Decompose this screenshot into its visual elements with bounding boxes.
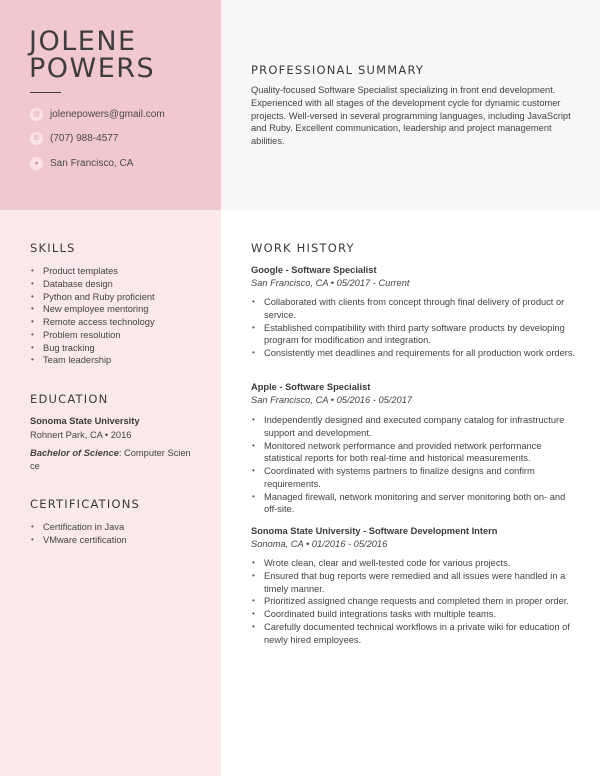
- job-title: Apple - Software Specialist: [251, 382, 371, 392]
- certification-item: • Certification in Java: [30, 521, 210, 534]
- skill-item: • Product templates: [30, 265, 210, 278]
- education-field: : Computer Science: [30, 448, 191, 471]
- certifications-heading: CERTIFICATIONS: [30, 497, 141, 511]
- skills-list: [30, 265, 210, 367]
- contact-location-text: San Francisco, CA: [50, 157, 134, 169]
- education-degree: [30, 447, 195, 473]
- skill-item: • Remote access technology: [30, 316, 210, 329]
- contact-email[interactable]: [30, 106, 165, 122]
- contact-location: [30, 155, 165, 171]
- skill-item: • Team leadership: [30, 354, 210, 367]
- skill-item: • Bug tracking: [30, 342, 210, 355]
- job-meta: Sonoma, CA • 01/2016 - 05/2016: [251, 539, 388, 549]
- name-last: POWERS: [29, 53, 156, 84]
- job-bullets: [251, 296, 581, 360]
- education-degree-name: Bachelor of Science: [30, 448, 119, 458]
- name-divider: [30, 92, 61, 93]
- job-bullet: • Coordinated build integrations tasks with multiple teams.: [251, 608, 581, 621]
- name-first: JOLENE: [29, 26, 137, 57]
- job-bullet: • Consistently met deadlines and requirements for all production work orders.: [251, 347, 581, 360]
- job-bullet: • Independently designed and executed company catalog for infrastructure support and development.: [251, 414, 581, 440]
- job-bullet: • Ensured that bug reports were remedied and all issues were handled in a timely manner.: [251, 570, 581, 596]
- certifications-list: [30, 521, 210, 547]
- job-bullet: • Prioritized assigned change requests and completed them in proper order.: [251, 595, 581, 608]
- job-bullets: [251, 557, 581, 646]
- contact-email-text[interactable]: jolenepowers@gmail.com: [50, 108, 165, 120]
- job-title: Google - Software Specialist: [251, 265, 377, 275]
- job-bullets: [251, 414, 581, 516]
- job-bullet: • Coordinated with systems partners to finalize designs and confirm requirements.: [251, 465, 581, 491]
- education-location: Rohnert Park, CA • 2016: [30, 430, 132, 440]
- job-bullet: • Carefully documented technical workflows in a private wiki for education of newly hired employees.: [251, 621, 581, 647]
- job-meta: San Francisco, CA • 05/2017 - Current: [251, 278, 410, 288]
- work-heading: WORK HISTORY: [251, 241, 355, 255]
- skill-item: • Python and Ruby proficient: [30, 291, 210, 304]
- job-bullet: • Established compatibility with third party software products by developing program for modification and integration.: [251, 322, 581, 348]
- education-heading: EDUCATION: [30, 392, 109, 406]
- certification-item: • VMware certification: [30, 534, 210, 547]
- contact-phone-text[interactable]: (707) 988-4577: [50, 133, 119, 144]
- contact-list: [30, 106, 165, 180]
- phone-icon: ✆: [30, 132, 43, 145]
- summary-text: Quality-focused Software Specialist specializing in front end development. Experienced with all stages of the development cycle for dynamic customer projects. Well-versed in several programming languages, including JavaScript and Ruby. Excellent communication, leadership and project management abilities.: [251, 85, 571, 147]
- job-bullet: • Wrote clean, clear and well-tested code for various projects.: [251, 557, 581, 570]
- education-school: Sonoma State University: [30, 416, 140, 426]
- skill-item: • Problem resolution: [30, 329, 210, 342]
- contact-phone[interactable]: [30, 131, 165, 147]
- skill-item: • Database design: [30, 278, 210, 291]
- summary-heading: PROFESSIONAL SUMMARY: [251, 63, 425, 77]
- job-meta: San Francisco, CA • 05/2016 - 05/2017: [251, 395, 413, 405]
- job-title: Sonoma State University - Software Development Intern: [251, 526, 498, 536]
- skill-item: • New employee mentoring: [30, 303, 210, 316]
- skills-heading: SKILLS: [30, 241, 76, 255]
- job-bullet: • Managed firewall, network monitoring and server monitoring both on- and off-site.: [251, 491, 581, 517]
- email-icon: @: [30, 108, 43, 121]
- job-bullet: • Monitored network performance and provided network performance statistical reports for both real-time and historical measurements.: [251, 440, 581, 466]
- location-icon: ●: [30, 157, 43, 170]
- candidate-name: [29, 28, 155, 82]
- job-bullet: • Collaborated with clients from concept through final delivery of product or service.: [251, 296, 581, 322]
